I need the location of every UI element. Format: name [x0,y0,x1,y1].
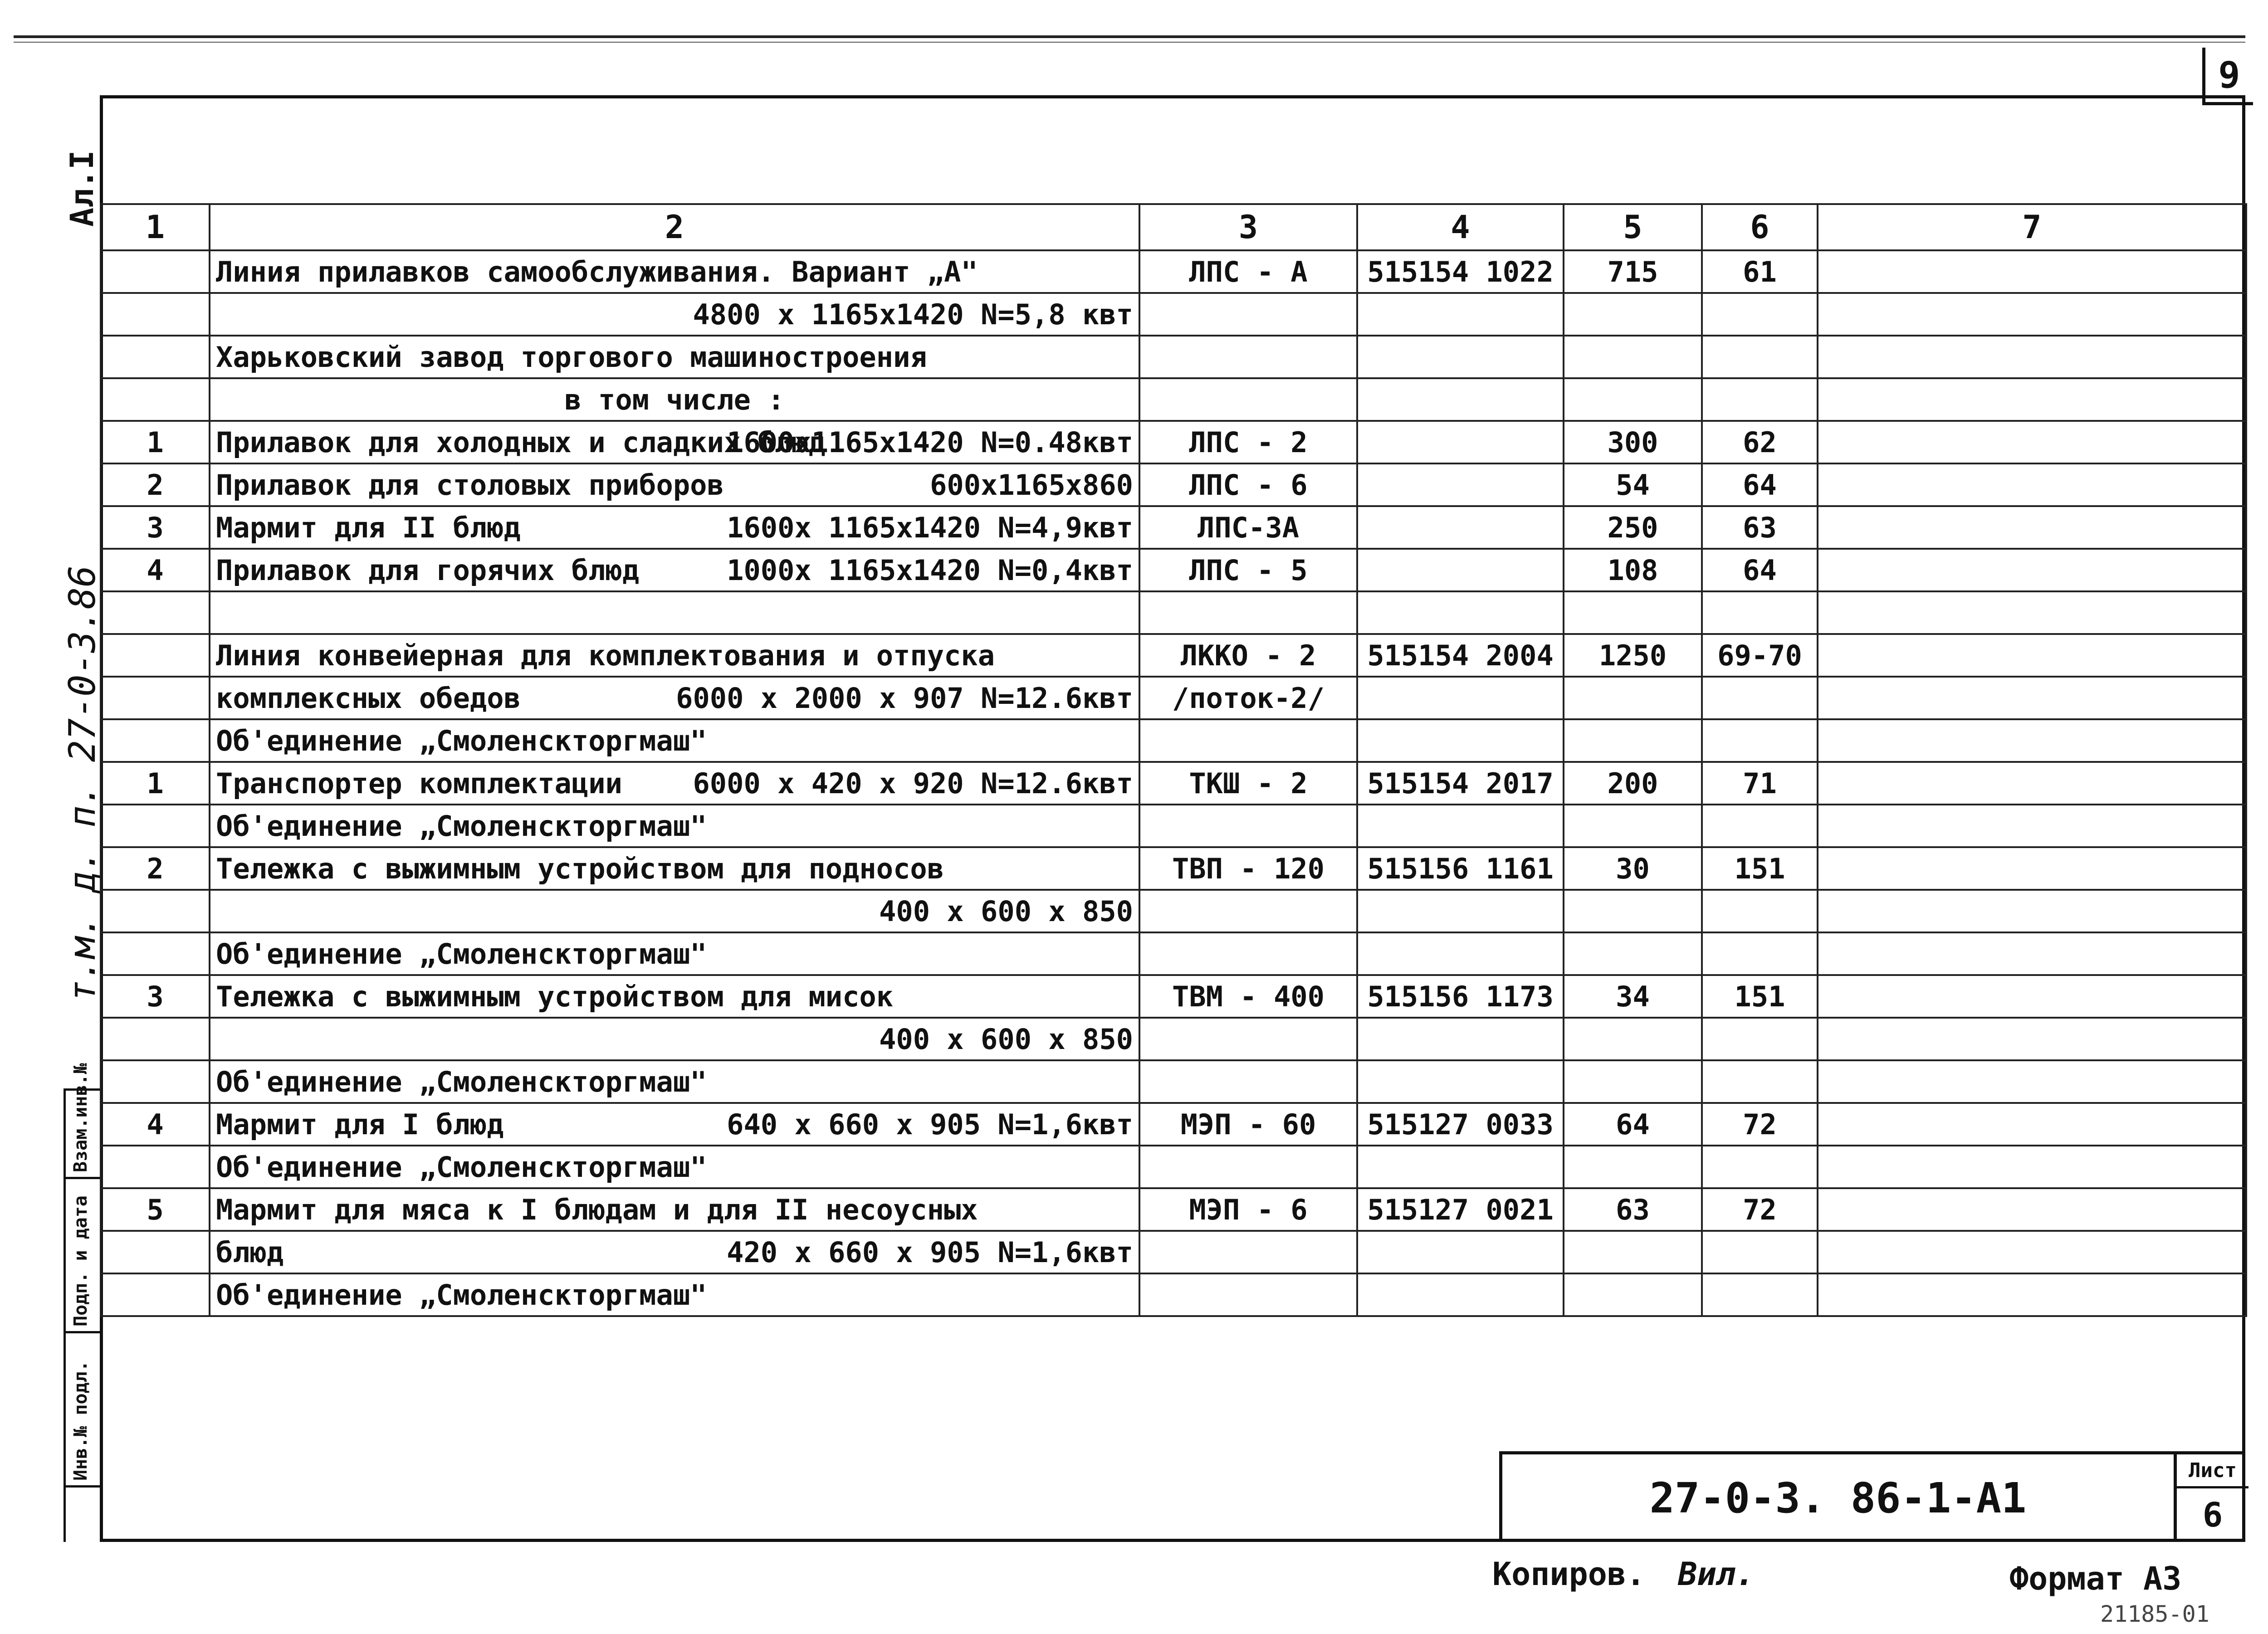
row-code [1357,932,1564,975]
sheet-number-top: 9 [2202,48,2253,105]
row-note [1818,1018,2246,1060]
row-dimensions: 600x1165x860 [930,468,1133,502]
row-mark: ЛПС - 6 [1139,463,1357,506]
table-row [101,1146,2246,1188]
row-name: Об'единение „Смоленскторгмаш" [216,937,707,971]
row-code [1357,1018,1564,1060]
table-row [101,591,2246,634]
row-name-cell [210,506,1139,549]
row-code: 515154 2004 [1357,634,1564,677]
row-mass: 54 [1564,463,1702,506]
header-col-6: 6 [1702,204,1818,250]
row-name-cell [210,634,1139,677]
row-name-cell [210,890,1139,932]
row-number: 2 [101,463,210,506]
row-name-cell [210,549,1139,591]
row-dimensions: 400 x 600 x 850 [879,894,1133,928]
row-name-cell [210,336,1139,378]
row-name: Об'единение „Смоленскторгмаш" [216,1150,707,1184]
header-col-7: 7 [1818,204,2246,250]
row-mass: 30 [1564,847,1702,890]
row-mass [1564,336,1702,378]
row-dimensions: 400 x 600 x 850 [879,1022,1133,1056]
row-page [1702,293,1818,336]
row-mass [1564,1231,1702,1273]
row-name: Харьковский завод торгового машиностроения [216,340,927,374]
row-number: 2 [101,847,210,890]
row-mass [1564,1060,1702,1103]
row-mass: 715 [1564,250,1702,293]
row-note [1818,762,2246,805]
format-label: Формат А3 [2009,1560,2182,1597]
table-row [101,549,2246,591]
row-number [101,591,210,634]
strip-label-signature: Подп. и дата [70,1195,91,1327]
copied-by [1492,1556,1755,1593]
row-note [1818,890,2246,932]
row-page [1702,1273,1818,1316]
row-code [1357,805,1564,847]
copied-signature: Вил. [1678,1556,1755,1593]
row-page [1702,805,1818,847]
row-note [1818,1103,2246,1146]
row-name: Об'единение „Смоленскторгмаш" [216,724,707,757]
row-mass [1564,591,1702,634]
row-name-cell [210,1188,1139,1231]
table-row [101,1103,2246,1146]
row-page [1702,719,1818,762]
top-border-line-thin [14,42,2245,43]
row-mass [1564,719,1702,762]
row-number [101,932,210,975]
series-label: т.м. д. п. 27-0-3.86 [61,565,103,1002]
row-page: 72 [1702,1103,1818,1146]
row-dimensions: 640 x 660 x 905 N=1,6квт [727,1107,1133,1141]
row-page [1702,932,1818,975]
row-mass [1564,1018,1702,1060]
row-page [1702,1146,1818,1188]
table-row [101,719,2246,762]
row-number [101,250,210,293]
row-code [1357,890,1564,932]
row-mark: ТВМ - 400 [1139,975,1357,1018]
header-col-3: 3 [1139,204,1357,250]
row-note [1818,1146,2246,1188]
row-mark: ЛПС - 5 [1139,549,1357,591]
row-page [1702,1060,1818,1103]
row-name: Мармит для I блюд [216,1107,504,1141]
row-code: 515127 0033 [1357,1103,1564,1146]
row-page [1702,1018,1818,1060]
row-mass [1564,1146,1702,1188]
row-number [101,805,210,847]
row-mark [1139,378,1357,421]
row-name-cell [210,421,1139,463]
sheet-number: 6 [2202,1496,2223,1535]
row-page: 61 [1702,250,1818,293]
row-code: 515154 2017 [1357,762,1564,805]
row-note [1818,250,2246,293]
table-row [101,421,2246,463]
table-row [101,762,2246,805]
header-col-5: 5 [1564,204,1702,250]
row-note [1818,1273,2246,1316]
row-page: 72 [1702,1188,1818,1231]
row-name-cell [210,677,1139,719]
row-mark [1139,591,1357,634]
row-mass [1564,890,1702,932]
row-mark: ЛПС - 2 [1139,421,1357,463]
row-code: 515127 0021 [1357,1188,1564,1231]
row-mass: 250 [1564,506,1702,549]
table-row [101,378,2246,421]
row-code [1357,591,1564,634]
row-name-cell [210,463,1139,506]
row-number [101,719,210,762]
row-page: 62 [1702,421,1818,463]
row-name: блюд [216,1235,284,1269]
row-name: Тележка с выжимным устройством для мисок [216,980,894,1013]
row-page: 64 [1702,549,1818,591]
row-code [1357,1273,1564,1316]
row-note [1818,634,2246,677]
row-number: 4 [101,549,210,591]
row-code [1357,463,1564,506]
row-number [101,293,210,336]
row-mark: ТКШ - 2 [1139,762,1357,805]
row-number [101,1060,210,1103]
row-mark: МЭП - 6 [1139,1188,1357,1231]
row-number [101,1273,210,1316]
row-name-cell [210,1273,1139,1316]
title-block [1499,1451,2245,1542]
row-note [1818,549,2246,591]
row-name-cell [210,719,1139,762]
table-row [101,975,2246,1018]
row-code [1357,677,1564,719]
row-note [1818,677,2246,719]
row-name-cell [210,1018,1139,1060]
row-name: комплексных обедов [216,681,521,715]
row-name-cell [210,591,1139,634]
left-approval-strip [64,1063,100,1542]
row-page [1702,1231,1818,1273]
table-row [101,293,2246,336]
row-mark [1139,293,1357,336]
row-dimensions: 6000 x 420 x 920 N=12.6квт [693,766,1133,800]
row-note [1818,591,2246,634]
row-code [1357,336,1564,378]
row-name: Мармит для II блюд [216,511,521,544]
row-code [1357,1060,1564,1103]
row-number [101,634,210,677]
row-code [1357,378,1564,421]
row-mass: 108 [1564,549,1702,591]
row-name: Об'единение „Смоленскторгмаш" [216,1065,707,1098]
row-page: 63 [1702,506,1818,549]
row-page: 69-70 [1702,634,1818,677]
row-note [1818,847,2246,890]
row-dimensions: 1600x1165x1420 N=0.48квт [727,425,1133,459]
header-col-4: 4 [1357,204,1564,250]
row-code [1357,421,1564,463]
row-code: 515156 1161 [1357,847,1564,890]
header-col-1: 1 [101,204,210,250]
table-row [101,506,2246,549]
row-page [1702,890,1818,932]
row-mark: МЭП - 60 [1139,1103,1357,1146]
row-mark [1139,1060,1357,1103]
row-mark [1139,1018,1357,1060]
row-name: Тележка с выжимным устройством для подносов [216,852,944,885]
sheet-label: Лист [2177,1454,2248,1488]
row-name: Прилавок для холодных и сладких блюд [216,425,826,459]
row-mark [1139,805,1357,847]
row-number [101,1018,210,1060]
row-number: 3 [101,975,210,1018]
row-number: 3 [101,506,210,549]
table-row [101,463,2246,506]
row-code [1357,719,1564,762]
row-mass: 34 [1564,975,1702,1018]
strip-label-inventory: Инв.№ подл. [70,1361,91,1481]
row-mark: ЛККО - 2 [1139,634,1357,677]
row-mass: 300 [1564,421,1702,463]
table-row [101,1018,2246,1060]
row-name-cell [210,1060,1139,1103]
row-number [101,336,210,378]
table-row [101,336,2246,378]
table-row [101,932,2246,975]
row-name-cell [210,1103,1139,1146]
row-mark: ЛПС - А [1139,250,1357,293]
row-mass [1564,293,1702,336]
row-name: Мармит для мяса к I блюдам и для II несоусных [216,1193,978,1226]
row-mark [1139,336,1357,378]
row-page [1702,677,1818,719]
row-code: 515154 1022 [1357,250,1564,293]
row-number [101,677,210,719]
row-name: Линия конвейерная для комплектования и отпуска [216,639,995,672]
table-row [101,890,2246,932]
sheet-box [2174,1454,2248,1542]
row-note [1818,378,2246,421]
row-code [1357,506,1564,549]
row-note [1818,336,2246,378]
strip-label-replacement: Взам.инв.№ [70,1063,91,1172]
row-note [1818,293,2246,336]
row-mark: ТВП - 120 [1139,847,1357,890]
row-mass [1564,378,1702,421]
row-note [1818,1060,2246,1103]
row-note [1818,719,2246,762]
table-row [101,1273,2246,1316]
table-header-row [101,204,2246,250]
row-name-cell [210,762,1139,805]
row-mark [1139,890,1357,932]
row-note [1818,805,2246,847]
row-dimensions: 1600x 1165x1420 N=4,9квт [727,511,1133,544]
specification-table [100,203,2247,1317]
row-number: 5 [101,1188,210,1231]
row-note [1818,421,2246,463]
row-name-cell [210,932,1139,975]
row-name: Прилавок для горячих блюд [216,553,640,587]
archive-number: 21185-01 [2100,1601,2209,1627]
row-code [1357,1146,1564,1188]
row-mark [1139,719,1357,762]
row-mass [1564,1273,1702,1316]
row-mark: ЛПС-3А [1139,506,1357,549]
row-name: Линия прилавков самообслуживания. Вариант „А" [216,255,978,288]
row-code: 515156 1173 [1357,975,1564,1018]
row-dimensions: 420 x 660 x 905 N=1,6квт [727,1235,1133,1269]
row-name-cell [210,1146,1139,1188]
row-note [1818,975,2246,1018]
row-name: Об'единение „Смоленскторгмаш" [216,809,707,843]
row-name: Об'единение „Смоленскторгмаш" [216,1278,707,1312]
row-number [101,890,210,932]
row-number: 1 [101,762,210,805]
row-page: 151 [1702,975,1818,1018]
row-mass: 1250 [1564,634,1702,677]
table-row [101,1188,2246,1231]
row-dimensions: 4800 x 1165x1420 N=5,8 квт [693,298,1133,331]
row-code [1357,549,1564,591]
row-page [1702,591,1818,634]
row-code [1357,1231,1564,1273]
row-mass [1564,805,1702,847]
row-mass: 64 [1564,1103,1702,1146]
table-row [101,250,2246,293]
row-code [1357,293,1564,336]
row-note [1818,1188,2246,1231]
row-note [1818,463,2246,506]
row-mass [1564,932,1702,975]
copied-label: Копиров. [1492,1556,1646,1593]
row-page [1702,378,1818,421]
header-col-2: 2 [210,204,1139,250]
table-row [101,677,2246,719]
row-name: Прилавок для столовых приборов [216,468,724,502]
row-name-cell [210,805,1139,847]
row-page [1702,336,1818,378]
top-border-line [14,35,2245,38]
row-note [1818,932,2246,975]
row-mass: 200 [1564,762,1702,805]
row-number: 1 [101,421,210,463]
table-row [101,1231,2246,1273]
document-code: 27-0-3. 86-1-А1 [1649,1474,2027,1522]
row-mark: /поток-2/ [1139,677,1357,719]
row-mark [1139,1146,1357,1188]
row-mass [1564,677,1702,719]
album-label: Ал.I [64,150,101,227]
row-name-cell [210,378,1139,421]
row-mark [1139,1231,1357,1273]
row-page: 64 [1702,463,1818,506]
row-mass: 63 [1564,1188,1702,1231]
row-mark [1139,1273,1357,1316]
row-note [1818,1231,2246,1273]
row-dimensions: 6000 x 2000 x 907 N=12.6квт [676,681,1133,715]
row-name-cell [210,250,1139,293]
row-page: 151 [1702,847,1818,890]
row-name-cell [210,293,1139,336]
table-row [101,1060,2246,1103]
row-name: в том числе : [564,383,785,416]
row-name-cell [210,847,1139,890]
row-number [101,1146,210,1188]
table-row [101,634,2246,677]
row-name-cell [210,975,1139,1018]
row-name: Транспортер комплектации [216,766,622,800]
row-mark [1139,932,1357,975]
table-row [101,847,2246,890]
row-number [101,1231,210,1273]
row-number [101,378,210,421]
row-name-cell [210,1231,1139,1273]
table-row [101,805,2246,847]
row-number: 4 [101,1103,210,1146]
row-dimensions: 1000x 1165x1420 N=0,4квт [727,553,1133,587]
row-page: 71 [1702,762,1818,805]
row-note [1818,506,2246,549]
